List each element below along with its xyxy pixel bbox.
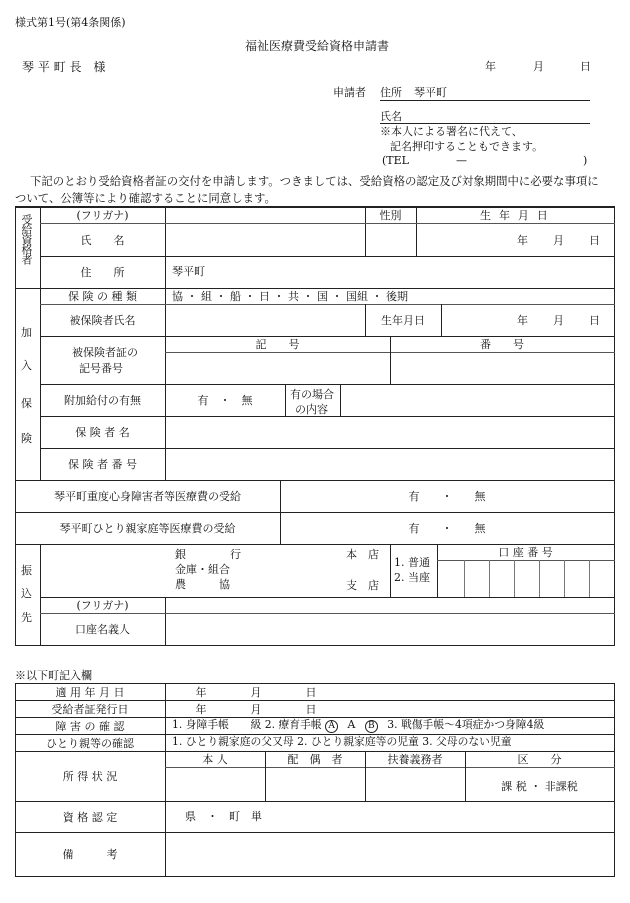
bank-type-agri: 農 協 xyxy=(175,578,230,591)
insurer-number-field[interactable] xyxy=(166,448,614,480)
holder-furigana-field[interactable] xyxy=(166,597,614,613)
remarks-field[interactable] xyxy=(166,833,614,876)
bank-side-2: 込 xyxy=(21,587,32,600)
bank-type-credit: 金庫・組合 xyxy=(175,563,230,576)
issue-date-label: 受給者証発行日 xyxy=(51,702,129,716)
circle-b-icon: B xyxy=(365,720,378,733)
remarks-label: 備 考 xyxy=(62,848,118,861)
disability-a: A xyxy=(347,718,356,731)
dob-label: 生 年 月 日 xyxy=(480,208,550,222)
insurance-side-4: 険 xyxy=(21,432,32,445)
form-number: 様式第1号(第4条関係) xyxy=(15,16,126,29)
addon-detail-field[interactable] xyxy=(341,384,614,416)
account-type-ordinary[interactable]: 1. 普通 xyxy=(394,556,430,569)
severe-disability-label: 琴平町重度心身障害者等医療費の受給 xyxy=(54,490,241,503)
insurer-name-field[interactable] xyxy=(166,416,614,448)
recipient-sex-field[interactable] xyxy=(366,223,416,256)
intro-line-1: 下記のとおり受給資格者証の交付を申請します。つきましては、受給資格の認定及び対象期間中に必要な事項に xyxy=(30,174,599,188)
insured-dob-day: 日 xyxy=(589,314,600,327)
apply-date-label: 適 用 年 月 日 xyxy=(55,685,125,699)
eligibility-cert-options[interactable]: 県 ・ 町 単 xyxy=(185,810,262,823)
single-parent-check-options[interactable]: 1. ひとり親家庭の父又母 2. ひとり親家庭等の児童 3. 父母のない児童 xyxy=(172,735,512,748)
account-number-field[interactable] xyxy=(438,561,614,597)
insurer-name-label: 保 険 者 名 xyxy=(75,426,130,439)
income-col-dependent: 扶養義務者 xyxy=(387,753,443,766)
date-day: 日 xyxy=(580,60,591,73)
signature-note-2: 記名押印することもできます。 xyxy=(390,140,544,153)
tax-status-options[interactable]: 課 税 ・ 非課税 xyxy=(501,779,578,793)
disability-part1: 1. 身障手帳 級 2. 療育手帳 xyxy=(172,718,322,731)
sex-label: 性別 xyxy=(379,208,402,222)
income-self-field[interactable] xyxy=(166,768,265,801)
office-use-heading: ※以下町記入欄 xyxy=(15,669,92,682)
recipient-dob-day: 日 xyxy=(589,234,600,247)
holder-furigana-label: (フリガナ) xyxy=(76,599,129,612)
recipient-name-field[interactable] xyxy=(166,223,365,256)
insured-name-label: 被保険者氏名 xyxy=(69,314,136,327)
card-number-label-2: 記号番号 xyxy=(79,362,123,375)
income-col-category: 区 分 xyxy=(517,753,562,766)
applicant-address-field[interactable]: 琴平町 xyxy=(414,86,447,99)
income-spouse-field[interactable] xyxy=(266,768,365,801)
addressee: 琴 平 町 長 様 xyxy=(22,60,106,74)
date-year: 年 xyxy=(485,60,496,73)
card-symbol-label: 記 号 xyxy=(255,338,300,351)
insurance-type-label: 保 険 の 種 類 xyxy=(68,290,137,303)
applicant-address-label: 住所 xyxy=(380,86,402,99)
recipient-furigana-label: (フリガナ) xyxy=(76,208,129,222)
addon-detail-label-2: の内容 xyxy=(295,403,328,416)
disability-part2: 3. 戦傷手帳～4項症かつ身障4級 xyxy=(387,718,545,731)
branch-label: 支 店 xyxy=(346,579,379,592)
addon-benefit-label: 附加給付の有無 xyxy=(64,394,141,407)
recipient-dob-month: 月 xyxy=(553,234,564,247)
insurance-side-2: 入 xyxy=(21,359,32,372)
tel-open: (TEL xyxy=(382,154,409,167)
date-month: 月 xyxy=(533,60,544,73)
recipient-address-label: 住 所 xyxy=(80,266,125,279)
insured-dob-year: 年 xyxy=(517,314,528,327)
eligibility-cert-label: 資 格 認 定 xyxy=(62,810,118,824)
severe-disability-options[interactable]: 有 ・ 無 xyxy=(408,490,486,503)
applicant-label: 申請者 xyxy=(333,86,366,99)
account-type-current[interactable]: 2. 当座 xyxy=(394,571,430,584)
insurer-number-label: 保 険 者 番 号 xyxy=(68,458,137,471)
card-number-header: 番 号 xyxy=(480,338,524,351)
single-parent-label: 琴平町ひとり親家庭等医療費の受給 xyxy=(59,522,236,535)
applicant-name-label: 氏名 xyxy=(380,110,402,123)
addon-detail-label-1: 有の場合 xyxy=(290,388,334,401)
account-holder-label: 口座名義人 xyxy=(75,623,130,636)
recipient-dob-year: 年 xyxy=(517,234,528,247)
addon-benefit-options[interactable]: 有 ・ 無 xyxy=(197,394,253,407)
income-status-label: 所 得 状 況 xyxy=(62,770,118,783)
recipient-furigana-field[interactable] xyxy=(166,206,365,223)
name-underline xyxy=(380,123,590,124)
bank-type-bank: 銀 行 xyxy=(175,548,241,561)
recipient-side-label: 受給資格者 xyxy=(20,214,33,264)
bank-side-3: 先 xyxy=(21,611,32,624)
circle-a-icon: A xyxy=(325,720,338,733)
apply-date-value[interactable]: 年 月 日 xyxy=(195,685,317,699)
issue-date-value[interactable]: 年 月 日 xyxy=(195,702,317,716)
insurance-type-options[interactable]: 協 ・ 組 ・ 船 ・ 日 ・ 共 ・ 国 ・ 国組 ・ 後期 xyxy=(172,290,408,303)
tel-close: ) xyxy=(583,154,588,167)
card-number-label-1: 被保険者証の xyxy=(72,346,138,359)
account-number-label: 口 座 番 号 xyxy=(498,546,553,559)
income-dependent-field[interactable] xyxy=(366,768,465,801)
recipient-name-label: 氏 名 xyxy=(80,233,125,247)
signature-note-1: ※本人による署名に代えて、 xyxy=(380,125,523,138)
income-col-self: 本 人 xyxy=(202,753,228,766)
bank-side-1: 振 xyxy=(21,564,32,577)
card-symbol-field[interactable] xyxy=(166,353,390,384)
account-holder-field[interactable] xyxy=(166,613,614,645)
intro-line-2: ついて、公簿等により確認することに同意します。 xyxy=(15,191,276,205)
tel-dash: — xyxy=(456,154,467,167)
head-office-label: 本 店 xyxy=(346,548,379,561)
form-title: 福祉医療費受給資格申請書 xyxy=(245,39,390,53)
insured-dob-month: 月 xyxy=(553,314,564,327)
disability-check-label: 障 害 の 確 認 xyxy=(55,719,125,733)
address-underline xyxy=(380,100,590,101)
disability-check-options[interactable] xyxy=(172,720,544,733)
income-col-spouse: 配 偶 者 xyxy=(287,753,343,766)
insured-name-field[interactable] xyxy=(166,304,365,336)
single-parent-check-label: ひとり親等の確認 xyxy=(46,736,134,750)
insured-dob-label: 生年月日 xyxy=(381,314,425,327)
insurance-side-1: 加 xyxy=(21,326,32,339)
recipient-address-field[interactable]: 琴平町 xyxy=(172,265,205,278)
single-parent-options[interactable]: 有 ・ 無 xyxy=(408,522,486,535)
card-number-field[interactable] xyxy=(391,353,614,384)
insurance-side-3: 保 xyxy=(21,397,32,410)
